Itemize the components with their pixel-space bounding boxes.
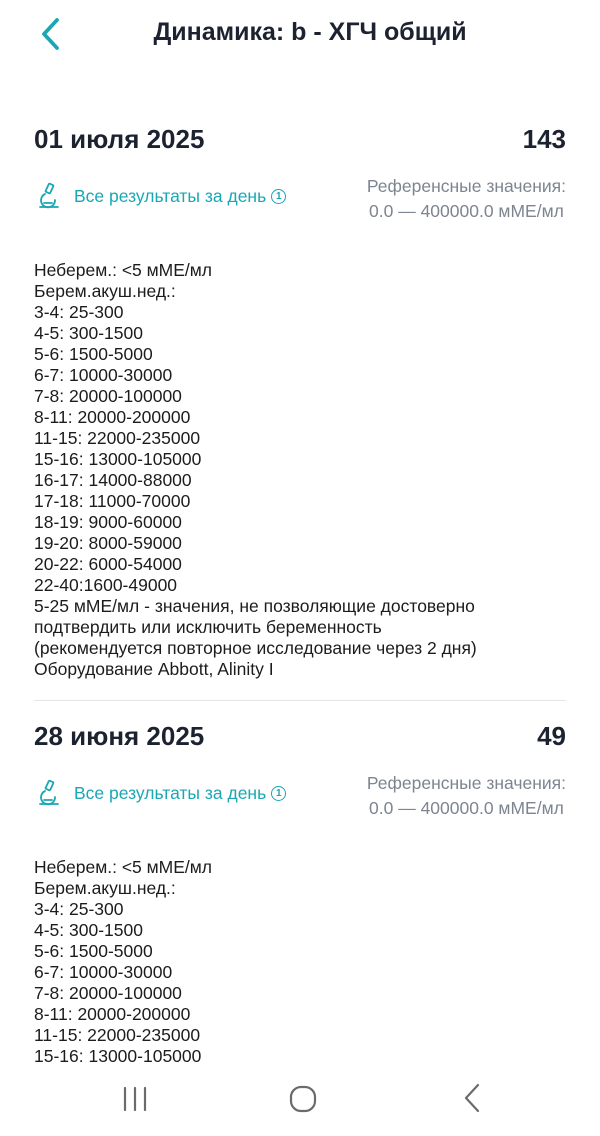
top-app-bar <box>0 0 600 66</box>
entry-value: 143 <box>522 124 566 154</box>
description-line: 4-5: 300-1500 <box>34 920 143 940</box>
result-entry <box>34 118 566 680</box>
description-line: 6-7: 10000-30000 <box>34 365 173 385</box>
entry-date: 01 июля 2025 <box>34 124 205 154</box>
description-line: 7-8: 20000-100000 <box>34 386 182 406</box>
entry-header <box>34 118 566 158</box>
microscope-icon <box>36 779 62 807</box>
all-results-link[interactable] <box>36 779 286 807</box>
description-line: 8-11: 20000-200000 <box>34 407 191 427</box>
entry-meta <box>34 771 566 851</box>
system-nav-bar <box>0 1066 600 1136</box>
description-line: 19-20: 8000-59000 <box>34 533 182 553</box>
description-line: Берем.акуш.нед.: <box>34 281 176 301</box>
description-line: 17-18: 11000-70000 <box>34 491 191 511</box>
entry-divider <box>34 700 566 701</box>
description-line: 8-11: 20000-200000 <box>34 1004 191 1024</box>
system-back-button[interactable] <box>460 1080 484 1116</box>
recents-icon <box>120 1082 150 1116</box>
description-line: 15-16: 13000-105000 <box>34 449 202 469</box>
description-line: 5-25 мМЕ/мл - значения, не позволяющие достоверно <box>34 596 475 616</box>
home-icon <box>288 1084 318 1114</box>
description-line: Берем.акуш.нед.: <box>34 878 176 898</box>
description-line: 20-22: 6000-54000 <box>34 554 182 574</box>
description-line: (рекомендуется повторное исследование через 2 дня) <box>34 638 477 658</box>
description-line: 15-16: 13000-105000 <box>34 1046 202 1066</box>
entry-header <box>34 715 566 755</box>
reference-values <box>367 771 566 821</box>
description-line: 5-6: 1500-5000 <box>34 344 153 364</box>
reference-range: 0.0 — 400000.0 мМЕ/мл <box>369 798 564 818</box>
description-line: 7-8: 20000-100000 <box>34 983 182 1003</box>
description-line: Оборудование Abbott, Alinity I <box>34 659 274 679</box>
info-icon[interactable]: 1 <box>271 786 286 801</box>
description-line: 11-15: 22000-235000 <box>34 1025 201 1045</box>
reference-title: Референсные значения: <box>366 773 566 793</box>
results-list <box>34 118 566 1088</box>
description-line: 11-15: 22000-235000 <box>34 428 201 448</box>
page-title: Динамика: b - ХГЧ общий <box>153 18 467 46</box>
reference-range: 0.0 — 400000.0 мМЕ/мл <box>369 201 564 221</box>
entry-meta <box>34 174 566 254</box>
info-icon[interactable]: 1 <box>271 189 286 204</box>
microscope-icon <box>36 182 62 210</box>
description-line: 18-19: 9000-60000 <box>34 512 182 532</box>
description-line: 3-4: 25-300 <box>34 302 124 322</box>
reference-title: Референсные значения: <box>366 176 566 196</box>
entry-value: 49 <box>537 721 566 751</box>
description-line: 22-40:1600-49000 <box>34 575 178 595</box>
description-line: 5-6: 1500-5000 <box>34 941 153 961</box>
all-results-link[interactable] <box>36 182 286 210</box>
home-button[interactable] <box>288 1084 318 1114</box>
description-line: 3-4: 25-300 <box>34 899 124 919</box>
nav-back-icon <box>460 1080 484 1116</box>
reference-description <box>34 260 566 680</box>
entry-date: 28 июня 2025 <box>34 721 205 751</box>
description-line: 6-7: 10000-30000 <box>34 962 173 982</box>
description-line: Неберем.: <5 мМЕ/мл <box>34 260 213 280</box>
all-results-label: Все результаты за день <box>74 185 267 206</box>
description-line: 4-5: 300-1500 <box>34 323 143 343</box>
description-line: 16-17: 14000-88000 <box>34 470 192 490</box>
recents-button[interactable] <box>120 1082 150 1116</box>
description-line: Неберем.: <5 мМЕ/мл <box>34 857 213 877</box>
result-entry <box>34 715 566 1088</box>
all-results-label: Все результаты за день <box>74 782 267 803</box>
reference-description <box>34 857 566 1088</box>
reference-values <box>367 174 566 224</box>
description-line: подтвердить или исключить беременность <box>34 617 382 637</box>
